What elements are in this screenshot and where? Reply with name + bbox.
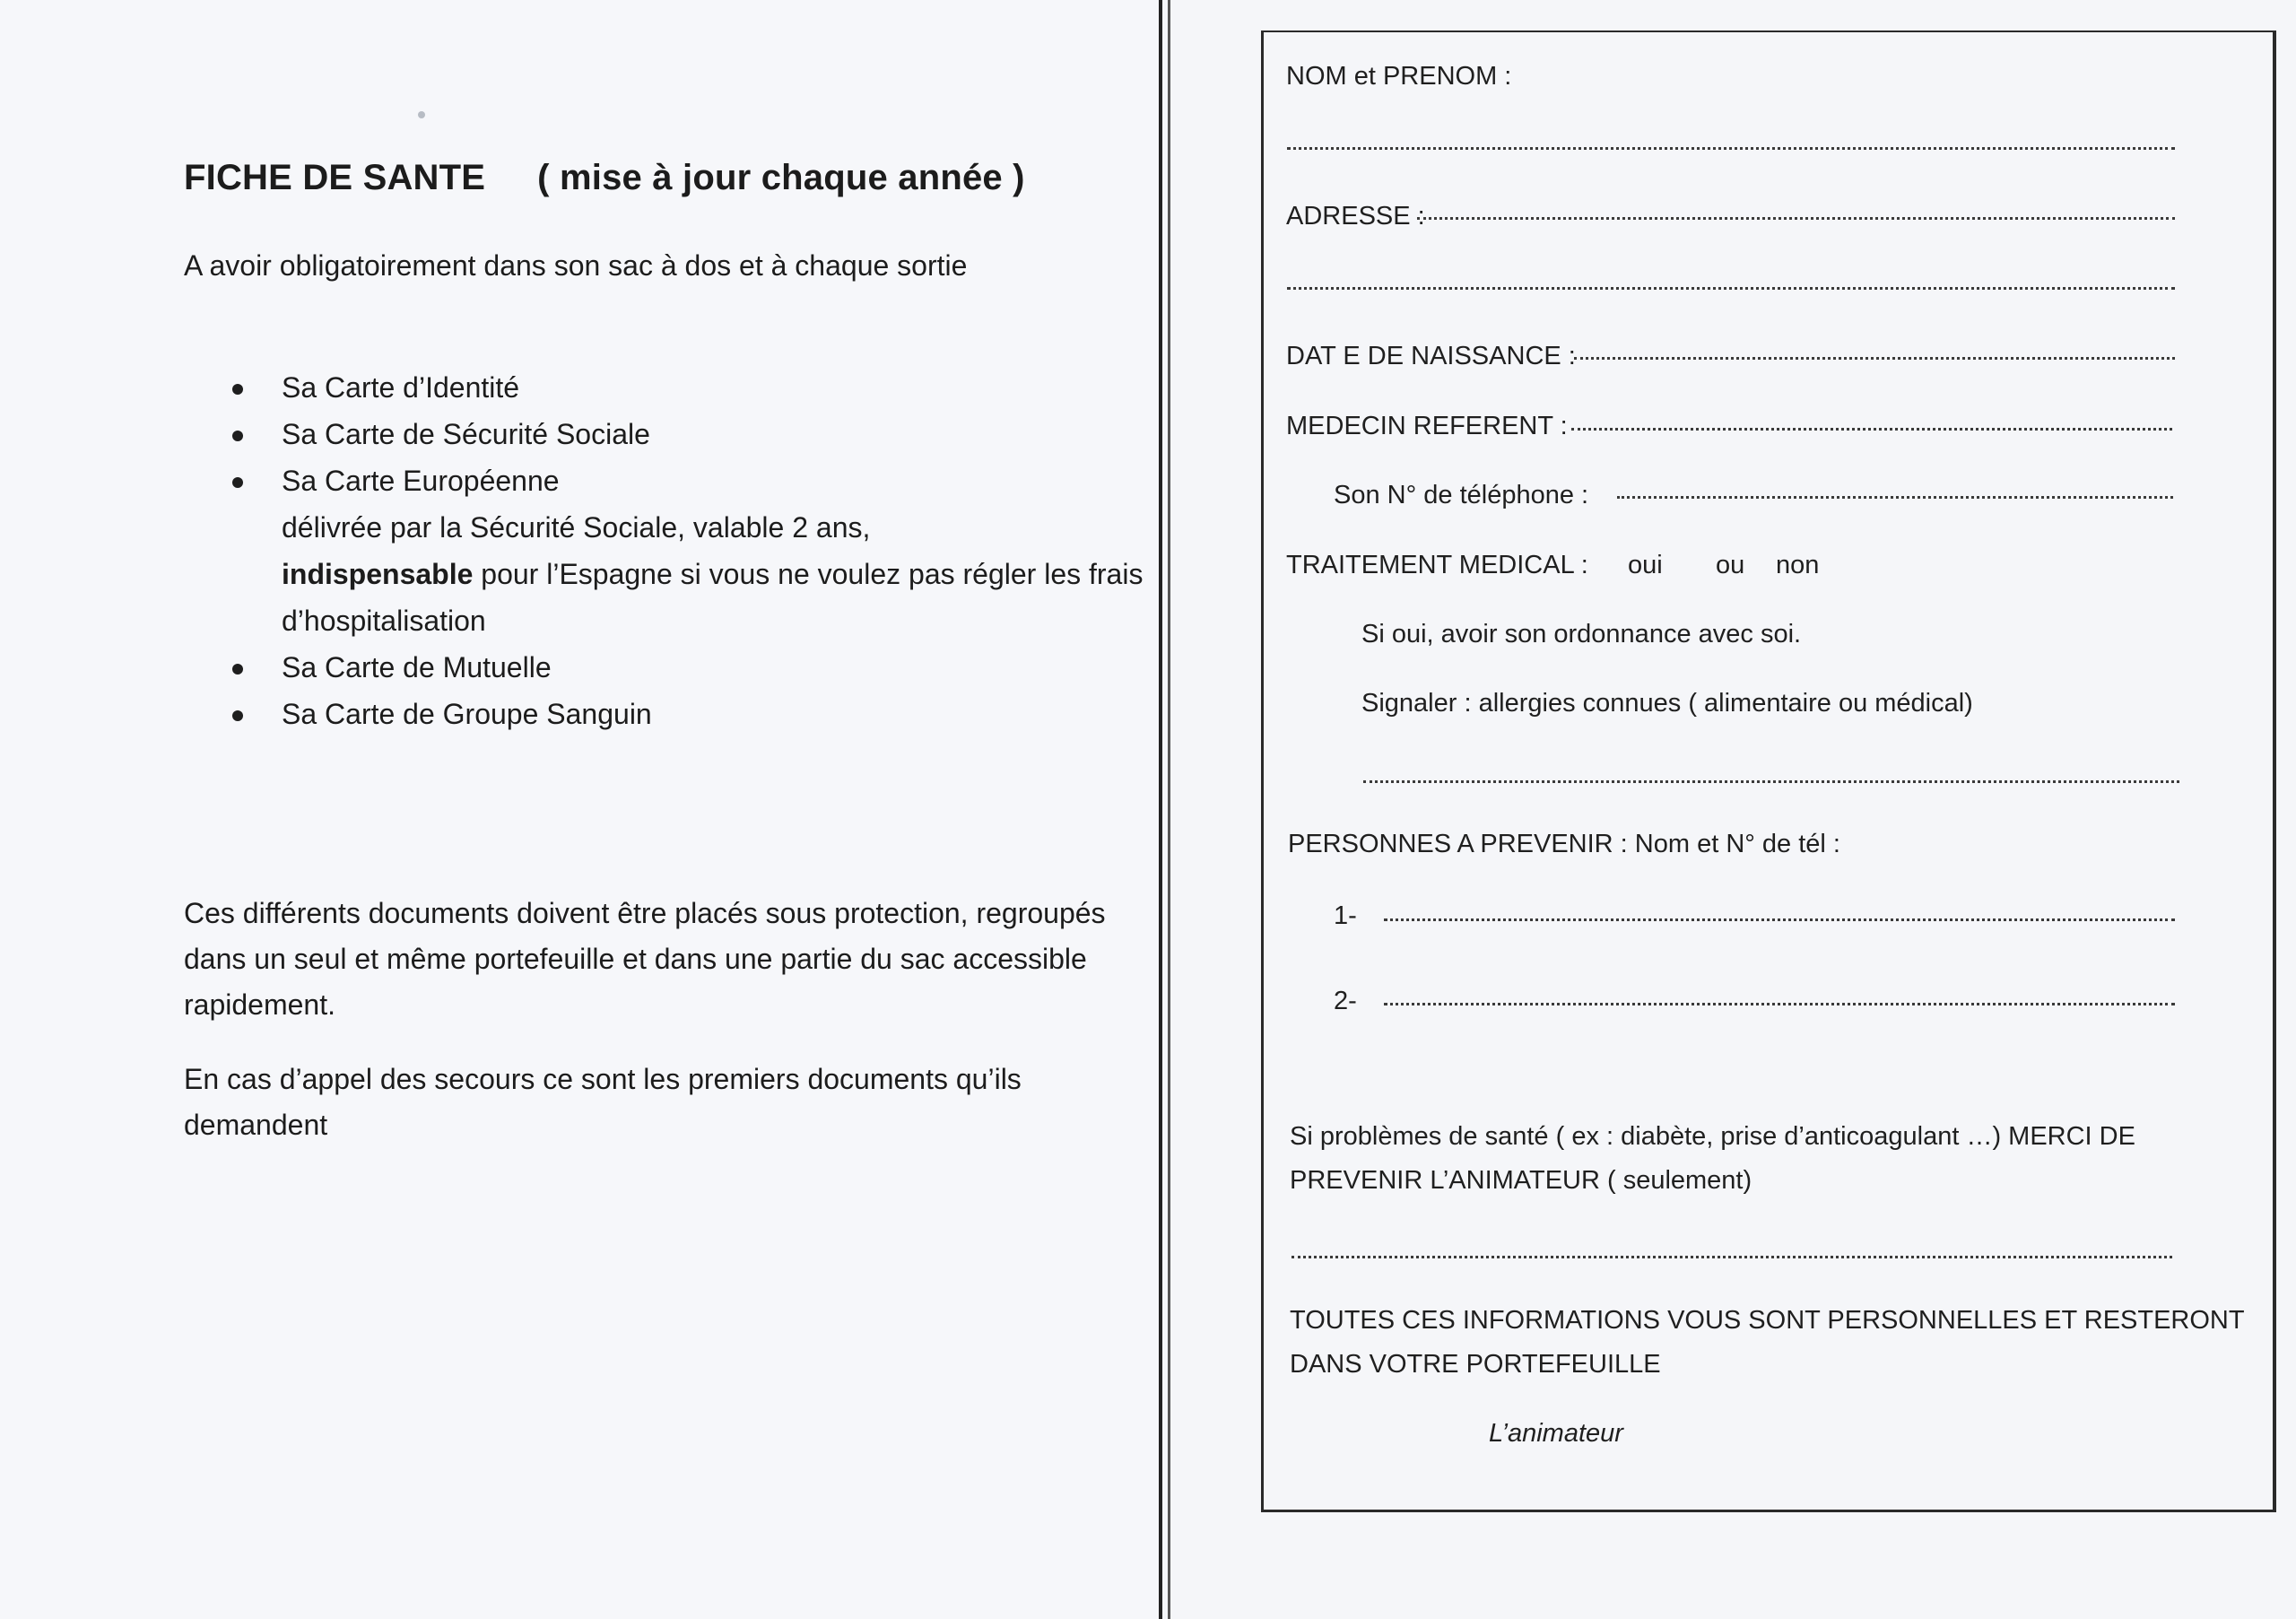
list-item-label: Sa Carte de Sécurité Sociale	[282, 418, 650, 450]
allergies-label: Signaler : allergies connues ( alimentaire ou médical)	[1361, 689, 1973, 718]
address-dotted-line[interactable]	[1287, 287, 2175, 290]
required-documents-list	[229, 364, 1143, 737]
privacy-line-1: TOUTES CES INFORMATIONS VOUS SONT PERSONNELLES ET RESTERONT	[1290, 1306, 2245, 1335]
birth-date-dotted-line[interactable]	[1574, 357, 2175, 360]
privacy-line-2: DANS VOTRE PORTEFEUILLE	[1290, 1350, 1661, 1379]
emphasis-text: indispensable	[282, 558, 474, 590]
list-item	[229, 364, 1143, 411]
health-note-line-2: PREVENIR L’ANIMATEUR ( seulement)	[1290, 1166, 1752, 1195]
allergies-dotted-line[interactable]	[1363, 780, 2179, 783]
name-label: NOM et PRENOM :	[1286, 62, 1512, 91]
birth-date-label: DAT E DE NAISSANCE :	[1286, 342, 1576, 370]
title-text: FICHE DE SANTE	[184, 158, 486, 197]
emergency-paragraph: En cas d’appel des secours ce sont les premiers documents qu’ils demandent	[184, 1063, 1022, 1141]
list-item-label: Sa Carte de Mutuelle	[282, 651, 552, 683]
treatment-label: TRAITEMENT MEDICAL :	[1286, 551, 1588, 579]
address-label: ADRESSE :	[1286, 202, 1425, 231]
list-item	[229, 411, 1143, 457]
european-card-note-rest: pour l’Espagne si vous ne voulez pas régler les frais	[473, 558, 1144, 590]
list-item-label: Sa Carte d’Identité	[282, 371, 520, 404]
page-title	[184, 158, 1025, 198]
list-item	[229, 457, 1143, 644]
contact-1-label: 1-	[1334, 901, 1357, 930]
treatment-option-or: ou	[1716, 551, 1745, 579]
european-card-note	[282, 551, 1143, 597]
doctor-label: MEDECIN REFERENT :	[1286, 412, 1568, 440]
list-item-label: Sa Carte de Groupe Sanguin	[282, 698, 652, 730]
european-card-note: délivrée par la Sécurité Sociale, valable 2 ans,	[282, 511, 871, 544]
fold-line	[1159, 0, 1162, 1619]
list-item	[229, 644, 1143, 691]
health-note-dotted-line[interactable]	[1292, 1256, 2172, 1258]
protection-paragraph: Ces différents documents doivent être placés sous protection, regroupés dans un seul et même portefeuille et dans une partie du sac accessible rapidement.	[184, 897, 1106, 1021]
health-note-line-1: Si problèmes de santé ( ex : diabète, prise d’anticoagulant …) MERCI DE	[1290, 1122, 2135, 1151]
treatment-option-no[interactable]: non	[1776, 551, 1820, 579]
list-item	[229, 691, 1143, 737]
list-item-label: Sa Carte Européenne	[282, 465, 560, 497]
contact-2-dotted-line[interactable]	[1384, 1003, 2175, 1005]
health-form-frame	[1261, 30, 2276, 1512]
signature-text: L’animateur	[1489, 1419, 1623, 1448]
doctor-phone-dotted-line[interactable]	[1617, 496, 2173, 499]
contact-1-dotted-line[interactable]	[1384, 918, 2175, 921]
scan-speck	[418, 111, 425, 118]
treatment-option-yes[interactable]: oui	[1628, 551, 1663, 579]
name-dotted-line[interactable]	[1287, 147, 2175, 150]
address-dotted-line[interactable]	[1417, 217, 2175, 220]
european-card-note: d’hospitalisation	[282, 605, 486, 637]
intro-text: A avoir obligatoirement dans son sac à dos et à chaque sortie	[184, 249, 968, 282]
contact-2-label: 2-	[1334, 987, 1357, 1015]
contacts-label: PERSONNES A PREVENIR : Nom et N° de tél :	[1288, 830, 1840, 858]
doctor-phone-label: Son N° de téléphone :	[1334, 481, 1589, 509]
doctor-dotted-line[interactable]	[1571, 428, 2172, 431]
title-subtitle: ( mise à jour chaque année )	[537, 158, 1025, 197]
prescription-note: Si oui, avoir son ordonnance avec soi.	[1361, 620, 1802, 648]
fold-line	[1168, 0, 1170, 1619]
